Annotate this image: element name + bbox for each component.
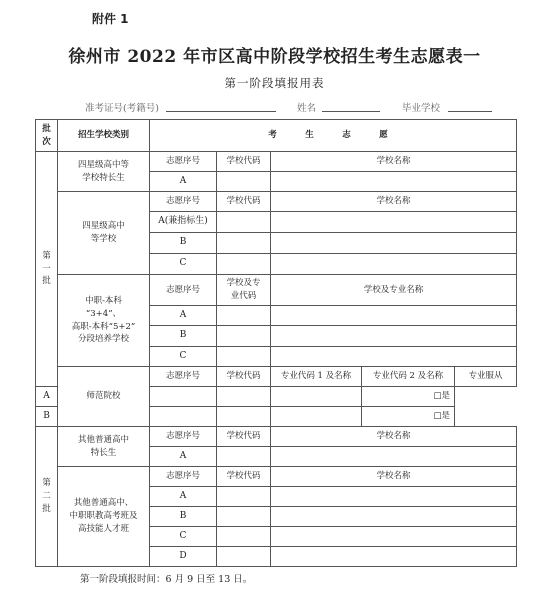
category-vocational: 中职-本科 “3+4”、 高职-本科“5+2” 分段培养学校 — [58, 275, 150, 367]
seq-cell: A — [36, 387, 58, 407]
seq-cell: B — [150, 233, 217, 254]
table-row — [36, 192, 517, 212]
form-subtitle: 第一阶段填报用表 — [224, 76, 325, 90]
name-label: 姓名 — [297, 103, 317, 114]
school-name-input[interactable] — [271, 547, 517, 567]
school-code-input[interactable] — [217, 233, 271, 254]
category-normal: 师范院校 — [58, 367, 150, 427]
school-name-input[interactable] — [271, 527, 517, 547]
col-code: 学校代码 — [217, 192, 271, 212]
school-name-input[interactable] — [271, 487, 517, 507]
school-code-input[interactable] — [217, 527, 271, 547]
exam-number-label: 准考证号(考籍号) — [85, 103, 159, 114]
school-field[interactable] — [448, 111, 492, 112]
exam-number-field[interactable] — [166, 111, 276, 112]
obey-checkbox[interactable]: □是 — [362, 407, 455, 427]
col-code: 学校代码 — [217, 467, 271, 487]
school-major-code-input[interactable] — [217, 347, 271, 367]
header-batch: 批 次 — [36, 120, 58, 152]
school-code-input[interactable] — [217, 447, 271, 467]
col-seq: 志愿序号 — [150, 427, 217, 447]
seq-cell: B — [150, 507, 217, 527]
table-row — [36, 275, 517, 306]
col-code: 学校代码 — [217, 152, 271, 172]
seq-cell: A — [150, 306, 217, 326]
school-code-input[interactable] — [217, 254, 271, 275]
batch-1-label: 第 一 批 — [36, 152, 58, 387]
table-row — [36, 152, 517, 172]
table-row — [36, 367, 517, 387]
major2-input[interactable] — [271, 407, 362, 427]
col-code: 学校代码 — [217, 427, 271, 447]
school-major-name-input[interactable] — [271, 306, 517, 326]
wish-table — [35, 119, 517, 567]
col-seq: 志愿序号 — [150, 467, 217, 487]
category-other-special: 其他普通高中 特长生 — [58, 427, 150, 467]
school-major-name-input[interactable] — [271, 347, 517, 367]
seq-cell: B — [150, 326, 217, 347]
school-name-input[interactable] — [271, 212, 517, 233]
seq-cell: C — [150, 527, 217, 547]
col-major2: 专业代码 2 及名称 — [362, 367, 455, 387]
col-school-name: 学校名称 — [271, 152, 517, 172]
seq-cell: D — [150, 547, 217, 567]
school-label: 毕业学校 — [402, 103, 441, 114]
school-name-input[interactable] — [271, 447, 517, 467]
school-code-input[interactable] — [217, 172, 271, 192]
school-code-input[interactable] — [217, 507, 271, 527]
table-row — [36, 427, 517, 447]
col-school-name: 学校名称 — [271, 427, 517, 447]
school-name-input[interactable] — [271, 254, 517, 275]
school-code-input[interactable] — [150, 407, 217, 427]
school-name-input[interactable] — [271, 233, 517, 254]
seq-cell: A — [150, 487, 217, 507]
seq-cell: A — [150, 172, 217, 192]
school-major-code-input[interactable] — [217, 306, 271, 326]
col-school-name: 学校名称 — [271, 467, 517, 487]
col-code: 学校代码 — [217, 367, 271, 387]
seq-cell: C — [150, 254, 217, 275]
footnote: 第一阶段填报时间：6 月 9 日至 13 日。 — [80, 574, 253, 585]
school-name-input[interactable] — [271, 507, 517, 527]
school-major-name-input[interactable] — [271, 326, 517, 347]
header-category: 招生学校类别 — [58, 120, 150, 152]
form-title: 徐州市 2022 年市区高中阶段学校招生考生志愿表一 — [68, 47, 481, 67]
major1-input[interactable] — [217, 387, 271, 407]
table-row — [36, 467, 517, 487]
col-seq: 志愿序号 — [150, 152, 217, 172]
seq-cell: A(兼指标生) — [150, 212, 217, 233]
table-header-row — [36, 120, 517, 152]
col-obey: 专业服从 — [455, 367, 517, 387]
col-seq: 志愿序号 — [150, 275, 217, 306]
col-school-name: 学校名称 — [271, 192, 517, 212]
category-star4: 四星级高中 等学校 — [58, 192, 150, 275]
header-wishes: 考 生 志 愿 — [150, 120, 517, 152]
seq-cell: A — [150, 447, 217, 467]
col-seq: 志愿序号 — [150, 192, 217, 212]
col-major1: 专业代码 1 及名称 — [271, 367, 362, 387]
school-code-input[interactable] — [217, 212, 271, 233]
major1-input[interactable] — [217, 407, 271, 427]
category-star4-special: 四星级高中等 学校特长生 — [58, 152, 150, 192]
col-code-major: 学校及专 业代码 — [217, 275, 271, 306]
seq-cell: C — [150, 347, 217, 367]
col-seq: 志愿序号 — [150, 367, 217, 387]
batch-2-label: 第 二 批 — [36, 427, 58, 567]
category-other: 其他普通高中、 中职职教高考班及 高技能人才班 — [58, 467, 150, 567]
col-school-major: 学校及专业名称 — [271, 275, 517, 306]
obey-checkbox[interactable]: □是 — [362, 387, 455, 407]
major2-input[interactable] — [271, 387, 362, 407]
school-code-input[interactable] — [217, 487, 271, 507]
school-major-code-input[interactable] — [217, 326, 271, 347]
school-code-input[interactable] — [150, 387, 217, 407]
name-field[interactable] — [322, 111, 380, 112]
school-name-input[interactable] — [271, 172, 517, 192]
attachment-label: 附件 1 — [92, 12, 129, 26]
seq-cell: B — [36, 407, 58, 427]
school-code-input[interactable] — [217, 547, 271, 567]
